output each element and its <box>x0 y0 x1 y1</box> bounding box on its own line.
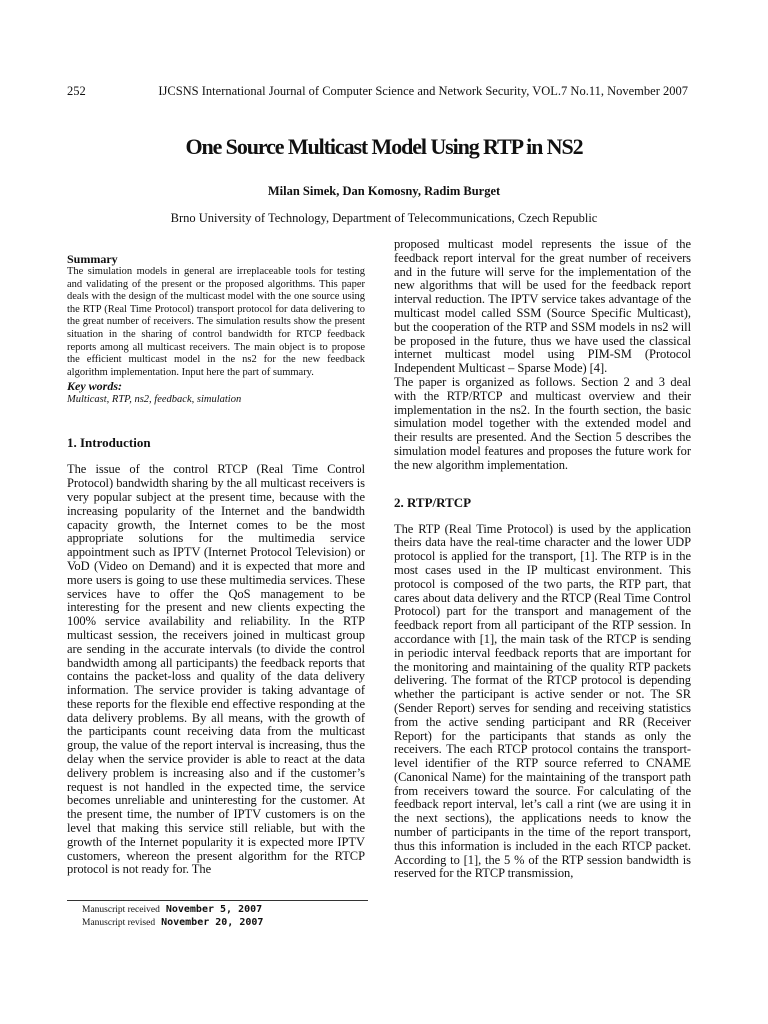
right-column <box>394 238 691 881</box>
intro-continuation-paragraph: proposed multicast model represents the issue of the feedback report interval for the great number of receivers and in the future will serve for the implementation of the new algorithms that will be used for the feedback report interval reduction. The IPTV service takes advantage of the multicast model called SSM (Source Specific Multicast), but the cooperation of the RTP and SSM models in ns2 will be proposed in the future, thus we have used the classical internet multicast model using PIM-SM (Protocol Independent Multicast – Sparse Mode) [4]. <box>394 237 691 376</box>
manuscript-revised-date: November 20, 2007 <box>161 917 264 928</box>
page-number: 252 <box>67 84 86 98</box>
section-heading-introduction: 1. Introduction <box>67 435 151 451</box>
rtp-rtcp-text: The RTP (Real Time Protocol) is used by the application theirs data have the real-time character and the lower UDP protocol is applied for the transport, [1]. The RTP is in the most cases used in the IP multicast environment. This protocol is composed of the two parts, the RTP part, that cares about data delivery and the RTCP (Real Time Control Protocol) part for the transport and management of the feedback report from all participant of the RTP session. In accordance with [1], the main task of the RTCP is sending in periodic interval feedback reports that are important for the monitoring and maintaining of the quality RTP packets delivering. The format of the RTCP protocol is depending whether the participant is active sender or not. The SR (Sender Report) serves for sending and receiving statistics from the active sending participant and RR (Receiver Report) for the participants that stands as only the receivers. The each RTCP protocol contains the transport-level identifier of the RTP source referred to CNAME (Canonical Name) for the maintaining of the transport path from receivers toward the source. For calculating of the feedback report interval, let’s call a rint (we are using it in the next sections), the applications needs to know the number of participants in the time of the report transport, thus this information is included in the each RTCP packet. According to [1], the 5 % of the RTP session bandwidth is reserved for the RTCP transmission, <box>394 521 691 881</box>
footnote-rule <box>67 900 368 901</box>
introduction-text: The issue of the control RTCP (Real Time Control Protocol) bandwidth sharing by the all multicast receivers is very popular subject at the present time, because with the increasing popularity of the Internet and the bandwidth capacity growth, the Internet comes to be the most appropriate solutions for the multimedia service appointment such as IPTV (Internet Protocol Television) or VoD (Video on Demand) and it is expected that more and more users is going to use these multimedia services. These services have to offer the QoS management to be interesting for the present and new clients expecting the 100% service availability and reliability. In the RTP multicast session, the receivers joined in multicast group are sending in the accurate intervals (to divide the control bandwidth among all participants) the feedback reports that contains the packet-loss and quality of the data delivery information. The service provider is taking advantage of these reports for the flexible end effective responding at the data delivery problems. By all means, with the growth of the participants count receiving data from the multicast group, the value of the report interval is increasing, thus the delay when the service provider is able to react at the data delivery problem is increasing also and if the customer’s request is not handled in the expected time, the service becomes unreliable and uninteresting for the customer. At the present time, the number of IPTV customers is on the level that making this service still reliable, but with the growth of the Internet popularity it is expected more IPTV customers, whereon the present algorithm for the RTCP protocol is not ready for. The <box>67 462 365 877</box>
affiliation: Brno University of Technology, Department of Telecommunications, Czech Republic <box>170 211 598 225</box>
keywords-text: Multicast, RTP, ns2, feedback, simulation <box>67 394 242 406</box>
organization-paragraph: The paper is organized as follows. Section 2 and 3 deal with the RTP/RTCP and multicast overview and their implementation in the ns2. In the fourth section, the basic simulation model together with the extended model and their results are presented. And the Section 5 describes the simulation model features and proposes the future work for the new algorithm implementation. <box>394 374 691 472</box>
journal-header: IJCSNS International Journal of Computer Science and Network Security, VOL.7 No.11, November 2007 <box>158 84 688 98</box>
manuscript-received-date: November 5, 2007 <box>165 904 263 915</box>
manuscript-received <box>82 904 262 915</box>
page-header <box>67 84 688 100</box>
authors: Milan Simek, Dan Komosny, Radim Burget <box>267 184 501 198</box>
summary-text: The simulation models in general are irreplaceable tools for testing and validating of the present or the proposed algorithms. This paper deals with the design of the multicast model with the one source using the RTP (Real Time Protocol) transport protocol for data delivering to the great number of receivers. The simulation results show the present situation in the sharing of control bandwidth for RTCP feedback reports among all multicast receivers. The main object is to propose the efficient multicast model in the ns2 for the new feedback algorithm implementation. Input here the part of summary. <box>67 266 365 378</box>
keywords-heading: Key words: <box>67 379 122 394</box>
manuscript-revised <box>82 917 263 928</box>
section-heading-rtp-rtcp: 2. RTP/RTCP <box>394 494 472 510</box>
summary-heading: Summary <box>67 252 118 266</box>
manuscript-revised-label: Manuscript revised <box>82 918 156 928</box>
left-column <box>67 252 365 877</box>
manuscript-received-label: Manuscript received <box>82 905 160 915</box>
paper-title: One Source Multicast Model Using RTP in NS2 <box>185 134 583 159</box>
